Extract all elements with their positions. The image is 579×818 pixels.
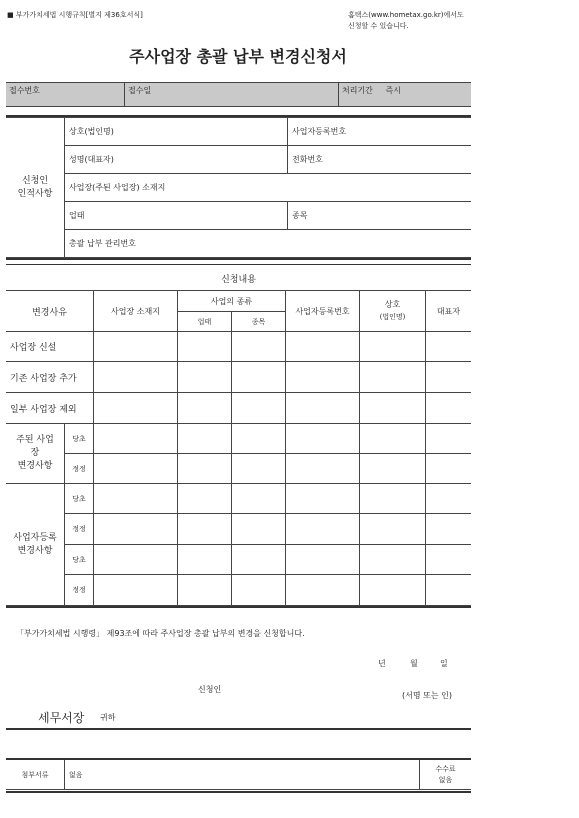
row-reg-line2: 변경사항 [17, 545, 53, 556]
row-add-label: 기존 사업장 추가 [6, 362, 94, 393]
corrected-label: 정정 [65, 454, 94, 484]
attachments-table [6, 760, 471, 790]
fee-label: 수수료 [435, 764, 456, 773]
original-label: 당초 [65, 424, 94, 454]
day-label: 일 [440, 659, 448, 668]
cell-input[interactable] [286, 545, 360, 575]
cell-input[interactable] [286, 393, 360, 424]
table-row-reg-original-2 [6, 545, 471, 575]
cell-input[interactable] [178, 332, 232, 362]
row-main-change-label [6, 424, 65, 484]
honorific-label: 귀하 [100, 713, 116, 722]
management-number-field[interactable] [65, 230, 472, 258]
business-reg-number-label: 사업자등록번호 [292, 127, 347, 136]
cell-input[interactable] [286, 514, 360, 545]
cell-input[interactable] [426, 514, 472, 545]
cell-input[interactable] [426, 332, 472, 362]
original-label: 당초 [65, 545, 94, 575]
cell-input[interactable] [360, 424, 426, 454]
form-reference: ■ 부가가치세법 시행규칙[별지 제36호서식] [7, 11, 143, 19]
table-row-new [6, 332, 471, 362]
hometax-notice [348, 10, 464, 32]
declaration-text: 「부가가치세법 시행령」 제93조에 따라 주사업장 총괄 납부의 변경을 신청합니다. [16, 629, 305, 638]
content-heading: 신청내용 [221, 275, 256, 285]
applicant-bottom-rule [6, 258, 471, 260]
corrected-label: 정정 [65, 575, 94, 606]
cell-input[interactable] [94, 454, 178, 484]
content-bottom-rule [6, 606, 471, 608]
footer-bottom-rule [6, 791, 471, 793]
row-reg-line1: 사업자등록 [13, 532, 57, 543]
col-reason: 변경사유 [6, 291, 94, 332]
cell-input[interactable] [426, 424, 472, 454]
cell-input[interactable] [178, 424, 232, 454]
cell-input[interactable] [232, 514, 286, 545]
cell-input[interactable] [94, 393, 178, 424]
processing-period-cell [339, 83, 472, 107]
cell-input[interactable] [94, 362, 178, 393]
form-title: 주사업장 총괄 납부 변경신청서 [129, 47, 347, 66]
tax-office-label: 세무서장 [38, 711, 85, 725]
cell-input[interactable] [94, 545, 178, 575]
table-row-main-original [6, 424, 471, 454]
table-row-main-corrected [6, 454, 471, 484]
row-main-line3: 변경사항 [17, 461, 53, 471]
receipt-number-label: 접수번호 [9, 86, 40, 95]
cell-input[interactable] [232, 484, 286, 514]
col-representative: 대표자 [426, 291, 472, 332]
cell-input[interactable] [426, 454, 472, 484]
cell-input[interactable] [232, 424, 286, 454]
row-main-line1: 주된 사업 [16, 435, 54, 445]
hometax-line-2: 신청할 수 있습니다. [348, 22, 409, 30]
receipt-date-label: 접수일 [128, 86, 152, 95]
cell-input[interactable] [94, 514, 178, 545]
cell-input[interactable] [286, 332, 360, 362]
cell-input[interactable] [426, 393, 472, 424]
cell-input[interactable] [360, 545, 426, 575]
address-field[interactable] [65, 174, 472, 202]
cell-input[interactable] [232, 332, 286, 362]
year-label: 년 [378, 659, 386, 668]
business-name-field[interactable] [65, 118, 288, 146]
cell-input[interactable] [94, 332, 178, 362]
applicant-label-line2: 인적사항 [17, 188, 53, 199]
row-new-label: 사업장 신설 [6, 332, 94, 362]
management-number-label: 총괄 납부 관리번호 [69, 239, 136, 248]
business-item-label: 종목 [292, 211, 308, 220]
business-type-field[interactable] [65, 202, 288, 230]
cell-input[interactable] [178, 575, 232, 606]
representative-label: 성명(대표자) [69, 155, 114, 164]
cell-input[interactable] [360, 514, 426, 545]
business-reg-number-field[interactable] [288, 118, 472, 146]
receipt-date-cell [125, 83, 339, 107]
phone-label: 전화번호 [292, 155, 323, 164]
processing-period-label: 처리기간 [342, 86, 373, 95]
col-business-item: 종목 [232, 312, 286, 332]
cell-input[interactable] [286, 575, 360, 606]
row-remove-label: 일부 사업장 제외 [6, 393, 94, 424]
cell-input[interactable] [178, 514, 232, 545]
cell-input[interactable] [178, 393, 232, 424]
representative-field[interactable] [65, 146, 288, 174]
cell-input[interactable] [178, 545, 232, 575]
receipt-number-cell [6, 83, 125, 107]
cell-input[interactable] [178, 454, 232, 484]
processing-period-value: 즉시 [385, 86, 401, 95]
attachments-label: 첨부서류 [6, 760, 65, 790]
cell-input[interactable] [232, 454, 286, 484]
cell-input[interactable] [426, 575, 472, 606]
cell-input[interactable] [286, 362, 360, 393]
address-label: 사업장(주된 사업장) 소재지 [69, 183, 166, 192]
col-business-name [360, 291, 426, 332]
cell-input[interactable] [94, 575, 178, 606]
signature-placeholder[interactable]: (서명 또는 인) [402, 691, 452, 700]
row-main-line2: 장 [30, 448, 40, 458]
cell-input[interactable] [426, 545, 472, 575]
col-location: 사업장 소재지 [94, 291, 178, 332]
cell-input[interactable] [178, 362, 232, 393]
fee-value: 없음 [438, 775, 453, 784]
cell-input[interactable] [360, 332, 426, 362]
receipt-bar [6, 82, 471, 107]
phone-field[interactable] [288, 146, 472, 174]
cell-input[interactable] [286, 484, 360, 514]
cell-input[interactable] [94, 424, 178, 454]
cell-input[interactable] [286, 424, 360, 454]
cell-input[interactable] [94, 484, 178, 514]
cell-input[interactable] [232, 362, 286, 393]
cell-input[interactable] [286, 454, 360, 484]
cell-input[interactable] [360, 393, 426, 424]
col-business-name-line2: (법인명) [379, 313, 406, 321]
content-top-rule [6, 264, 471, 265]
attachments-value: 없음 [65, 760, 420, 790]
cell-input[interactable] [360, 454, 426, 484]
cell-input[interactable] [232, 575, 286, 606]
table-row-remove [6, 393, 471, 424]
table-row-add [6, 362, 471, 393]
applicant-table [6, 117, 471, 258]
col-business-type: 업태 [178, 312, 232, 332]
business-name-label: 상호(법인명) [69, 127, 114, 136]
cell-input[interactable] [178, 484, 232, 514]
cell-input[interactable] [232, 393, 286, 424]
col-biz-number: 사업자등록번호 [286, 291, 360, 332]
month-label: 월 [410, 659, 418, 668]
content-table [6, 290, 471, 606]
fee-cell [420, 760, 472, 790]
declaration-bottom-rule [6, 728, 471, 730]
corrected-label: 정정 [65, 514, 94, 545]
cell-input[interactable] [360, 575, 426, 606]
col-kind: 사업의 종류 [178, 291, 286, 312]
cell-input[interactable] [426, 484, 472, 514]
applicant-sign-label: 신청인 [198, 685, 222, 694]
business-item-field[interactable] [288, 202, 472, 230]
col-business-name-line1: 상호 [384, 300, 401, 309]
table-row-reg-corrected-1 [6, 514, 471, 545]
original-label: 당초 [65, 484, 94, 514]
table-row-reg-original-1 [6, 484, 471, 514]
table-row-reg-corrected-2 [6, 575, 471, 606]
business-type-label: 업태 [69, 211, 85, 220]
cell-input[interactable] [426, 362, 472, 393]
row-reg-change-label [6, 484, 65, 606]
applicant-label-line1: 신청인 [21, 175, 49, 186]
cell-input[interactable] [360, 362, 426, 393]
cell-input[interactable] [232, 545, 286, 575]
hometax-line-1: 홈택스(www.hometax.go.kr)에서도 [348, 11, 464, 19]
cell-input[interactable] [360, 484, 426, 514]
applicant-section-label [6, 118, 65, 258]
